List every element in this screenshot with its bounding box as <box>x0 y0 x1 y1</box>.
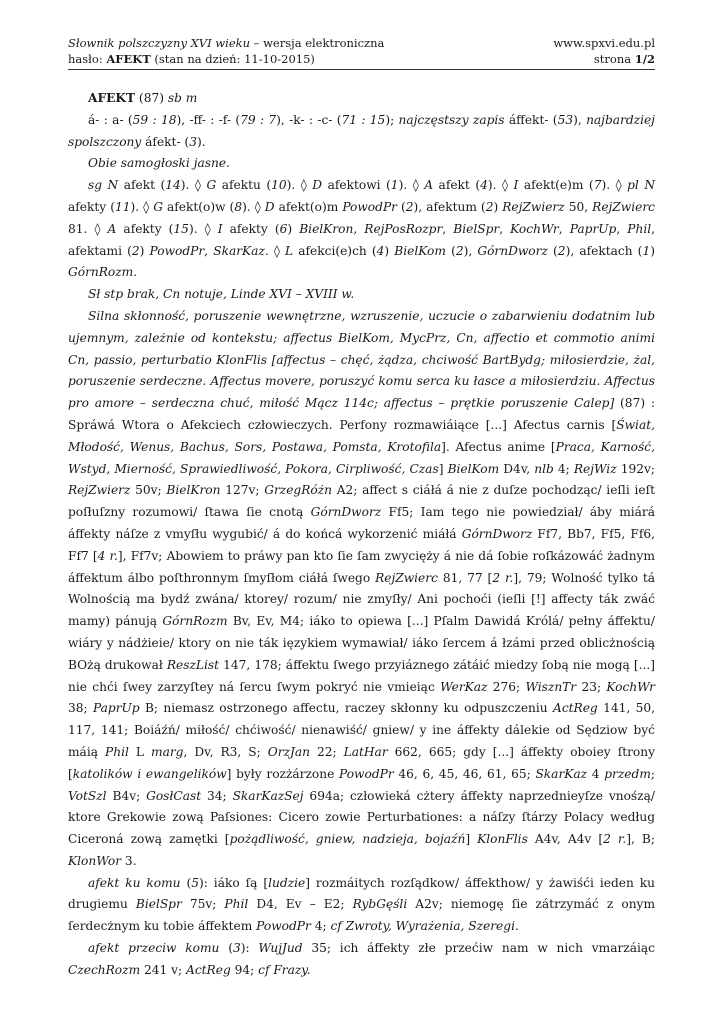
header-right <box>553 35 655 67</box>
text-run: ): <box>240 941 259 956</box>
italic-run: pożądliwość, gniew, nadzieja, bojaźń <box>229 832 466 847</box>
text-run: ( <box>547 243 558 258</box>
text-run: , <box>204 243 214 258</box>
text-run: ). ◊ <box>188 221 218 236</box>
header-left <box>68 35 384 67</box>
italic-run: GórnDworz <box>310 505 382 520</box>
text-run: afekty ( <box>68 199 115 214</box>
text-run: , <box>442 221 454 236</box>
italic-run: SkarKaz <box>213 243 265 258</box>
text-run: D4, Ev – E2; <box>248 897 353 912</box>
text-run: ). ◊ <box>180 178 207 193</box>
italic-run: 2 <box>131 243 140 258</box>
text-run: 127v; <box>220 483 265 498</box>
italic-run: PowodPr <box>339 766 394 781</box>
text-run: afekt(o)m <box>274 199 343 214</box>
text-run: 4; <box>553 461 574 476</box>
text-run: , <box>616 221 628 236</box>
text-run: ] <box>465 832 478 847</box>
italic-run: afekt przeciw komu <box>88 941 220 956</box>
italic-run: G <box>153 199 163 214</box>
italic-run: 2 r. <box>492 570 514 585</box>
italic-run: RejZwierz <box>68 483 131 498</box>
text-run: 38; <box>68 701 93 716</box>
italic-run: KlonFlis <box>477 832 528 847</box>
italic-run: SkarKaz <box>535 766 588 781</box>
text-run: ). ◊ <box>286 178 313 193</box>
text-run: . <box>133 265 138 280</box>
italic-run: cf Zwroty, Wyrażenia, Szeregi. <box>330 919 519 934</box>
text-run: . ◊ <box>264 243 286 258</box>
italic-run: nlb <box>534 461 554 476</box>
italic-run: 4 r. <box>97 548 118 563</box>
italic-run: 2 <box>485 199 494 214</box>
page-number: strona 1/2 <box>593 52 655 66</box>
text-run: 694a; człowieká cżtery áffekty naprzednieyſze vnośzą/ ktore Grekowie zową Paſsiones: Cicero zowie Perturbationes: a náſzy ſtárzy Polacy według Ciceroná zową zamętki [ <box>68 788 655 847</box>
italic-run: 2 <box>455 243 464 258</box>
text-run: ) <box>650 243 655 258</box>
text-run: 75v; <box>181 897 225 912</box>
italic-run: 8 <box>234 199 243 214</box>
italic-run: Świat, Młodość, Wenus, Bachus, Sors, Postawa, Pomsta, Krotofila <box>68 417 655 454</box>
italic-run: sg N <box>88 178 119 193</box>
text-run: ) <box>287 221 300 236</box>
italic-run: BielKron <box>299 221 354 236</box>
text-run: 35; ich áffekty złe przećiw nam w nich vmarzáiąc <box>302 941 655 956</box>
text-run: , <box>353 221 365 236</box>
text-run: B; niemasz ostrzonego affectu, raczey skłonny ku odpuszczeniu <box>139 701 554 716</box>
text-run: ], B; <box>626 832 655 847</box>
text-run: ], Ff7v; Abowiem to práwy pan kto ſie ſam zwycięży á nie dá ſobie roſkázowáć żadnym áffektum álbo poſthronnym ſmyſłom ciáłá ſwego <box>68 548 655 585</box>
italic-run: GórnRozm <box>162 614 228 629</box>
italic-run: marg <box>151 744 184 759</box>
italic-run: RejPosRozpr <box>364 221 443 236</box>
italic-run: PowodPr <box>342 199 397 214</box>
italic-run: G <box>206 178 217 193</box>
italic-run: BielKom <box>447 461 500 476</box>
text-run: afekt ( <box>118 178 166 193</box>
italic-run: 14 <box>165 178 181 193</box>
italic-run: PaprUp <box>92 701 140 716</box>
text-run: ( <box>219 941 233 956</box>
text-run: 50v; <box>130 483 167 498</box>
italic-run: RybGęśli <box>352 897 408 912</box>
definition-paragraph <box>68 306 655 873</box>
italic-run: BielKom <box>394 243 446 258</box>
text-run: afekt(e)m ( <box>518 178 594 193</box>
italic-run: BielKron <box>166 483 221 498</box>
text-run: B4v; <box>106 788 147 803</box>
text-run: 241 v; <box>140 962 187 977</box>
sources-paragraph <box>68 284 655 306</box>
text-run: ) <box>384 243 395 258</box>
italic-run: A <box>107 221 117 236</box>
text-run: áfekt- ( <box>141 134 190 149</box>
italic-run: RejWiz <box>573 461 617 476</box>
spelling-paragraph <box>68 110 655 154</box>
text-run: 3. <box>121 853 137 868</box>
text-run: , <box>499 221 511 236</box>
text-run: 192v; <box>616 461 655 476</box>
italic-run: RejZwierz <box>502 199 565 214</box>
text-run: afekt ( <box>433 178 481 193</box>
italic-run: VotSzl <box>68 788 107 803</box>
headword-frequency: (87) <box>135 91 168 105</box>
italic-run: ReszList <box>166 657 220 672</box>
text-run: ( <box>180 875 192 890</box>
text-run: , afektami ( <box>68 221 656 258</box>
italic-run: GórnDworz <box>461 526 533 541</box>
text-run: ] były rozżárzone <box>226 766 339 781</box>
text-run: Ff7, Bb7, Ff5, Ff6, Ff7 [ <box>68 526 656 563</box>
text-run: ) <box>493 199 503 214</box>
italic-run: OrzJan <box>267 744 311 759</box>
italic-run: 6 <box>279 221 288 236</box>
italic-run: GórnRozm <box>68 265 134 280</box>
italic-run: 71 : 15 <box>341 112 386 127</box>
text-run: ( <box>396 199 406 214</box>
italic-run: BielSpr <box>453 221 500 236</box>
text-run: ), <box>463 243 478 258</box>
italic-run: 7 <box>593 178 602 193</box>
text-run: afekci(e)ch ( <box>293 243 377 258</box>
text-run: ). <box>196 134 206 149</box>
italic-run: I <box>217 221 223 236</box>
site-url[interactable]: www.spxvi.edu.pl <box>553 36 655 50</box>
text-run: ). ◊ <box>130 199 154 214</box>
text-run: A2v; niemogę ſie zátrzymáć z onym ſerdecżnym ku tobie áffektem <box>68 897 656 934</box>
italic-run: przedm <box>604 766 651 781</box>
text-run: (87) : Spráwá Wtora o Afekciech człowieczych. Perfony rozmawiáiące [...] Afectus carnis [ <box>68 396 656 432</box>
italic-run: 2 r. <box>603 832 627 847</box>
italic-run: PowodPr <box>256 919 311 934</box>
italic-run: GosłCast <box>146 788 202 803</box>
text-run: afektu ( <box>216 178 272 193</box>
text-run: ; <box>650 766 655 781</box>
italic-run: D <box>264 199 275 214</box>
entry-headline <box>68 88 655 110</box>
text-run: 23; <box>576 679 607 694</box>
entry-status: hasło: AFEKT (stan na dzień: 11-10-2015) <box>68 52 315 66</box>
italic-run: 3 <box>232 941 241 956</box>
text-run: 141, 50, 117, 141; Boiáźń/ miłość/ chćiwość/ nienawiść/ gniew/ y ine áffekty dálekie od Sędziow być máią <box>68 701 655 759</box>
italic-run: PaprUp <box>569 221 617 236</box>
text-run: 4; <box>310 919 331 934</box>
text-run: ): iáko ſą [ <box>199 875 269 890</box>
italic-run: 11 <box>114 199 131 214</box>
italic-run: A <box>424 178 434 193</box>
text-run: Bv, Ev, M4; iáko to opiewa [...] Pſalm Dawidá Królá/ pełny áffektu/ wiáry y nádżieie/ ktory on nie ták ięzykiem wymawiał/ iáko ſercem á łzámi przed oblicżnością BOżą drukował <box>68 614 655 672</box>
text-run: ] rozmáitych rozſądkow/ áffekthow/ y żawiśći ieden ku drugiemu <box>68 875 655 912</box>
italic-run: najbardziej spolszczony <box>68 112 655 149</box>
text-run: 34; <box>201 788 233 803</box>
afekt-ku-komu-paragraph <box>68 873 655 938</box>
italic-run: 1 <box>642 243 651 258</box>
text-run: A4v, A4v [ <box>527 832 604 847</box>
italic-run: 53 <box>557 112 574 127</box>
italic-run: 59 : 18 <box>132 112 177 127</box>
italic-run: Phil <box>627 221 652 236</box>
dictionary-title: Słownik polszczyzny XVI wieku – wersja elektroniczna <box>68 36 385 50</box>
italic-run: 2 <box>405 199 414 214</box>
italic-run: 1 <box>390 178 399 193</box>
italic-run: pl N <box>627 178 655 193</box>
italic-run: SkarKazSej <box>232 788 304 803</box>
text-run: ], 79; Wolność tylko tá Wolnością ma bydź zwána/ ktorey/ rozum/ nie zmyſły/ Ani pochoći (ieſli [!] affecty ták zwáć mamy) pánują <box>68 570 655 629</box>
italic-run: 2 <box>557 243 566 258</box>
text-run: , Dv, R3, S; <box>183 744 268 759</box>
text-run: ]. Afectus anime [ <box>441 439 556 454</box>
italic-run: ludzie <box>268 875 306 890</box>
text-run: afekty ( <box>222 221 280 236</box>
italic-run: KlonWor <box>68 853 122 868</box>
text-run: 46, 6, 45, 46, 61, 65; <box>393 766 536 781</box>
italic-run: WisznTr <box>525 679 577 694</box>
italic-run: RejZwierc <box>375 570 438 585</box>
afekt-przeciw-komu-paragraph <box>68 938 655 982</box>
italic-run: 4 <box>376 243 385 258</box>
italic-run: CzechRozm <box>68 962 141 977</box>
italic-run: Phil <box>105 744 129 759</box>
page-header <box>68 35 655 70</box>
italic-run: 5 <box>191 875 199 890</box>
text-run: L <box>128 744 152 759</box>
italic-run: katolików i ewangelików <box>72 766 227 781</box>
italic-run: KochWr <box>510 221 559 236</box>
text-run: 276; <box>487 679 526 694</box>
text-run: ), -ff- : -f- ( <box>176 112 241 127</box>
text-run: 50, <box>564 199 593 214</box>
italic-run: Praca, Karność, Wstyd, Mierność, Sprawiedliwość, Pokora, Cirpliwość, Czas <box>68 439 655 476</box>
text-run: ), afektach ( <box>565 243 643 258</box>
text-run: afekt(o)w ( <box>162 199 235 214</box>
text-run: 147, 178; áffektu ſwego przyiáznego zátáić miedzy ſobą nie mogą [...] nie chći ſwey zarzyſtey ná ſercu ſwym pokryć nie vmieiąc <box>68 657 655 694</box>
text-run: 22; <box>310 744 344 759</box>
italic-run: Phil <box>224 897 249 912</box>
text-run: ). ◊ <box>487 178 514 193</box>
text-run: ( <box>445 243 456 258</box>
text-run: Ff5; Iam tego nie powiedział/ áby miárá áffekty náſze z vmyſłu wygubić/ á do końcá wykorzenić miáłá <box>68 505 656 541</box>
italic-run: WerKaz <box>440 679 488 694</box>
italic-run: RejZwierc <box>592 199 655 214</box>
text-run: ] <box>438 461 448 476</box>
italic-run: 15 <box>173 221 189 236</box>
italic-run: GórnDworz <box>477 243 548 258</box>
text-run: ). ◊ <box>398 178 425 193</box>
inflection-paragraph <box>68 175 655 284</box>
italic-run: WujJud <box>258 941 303 956</box>
text-run: ) <box>139 243 150 258</box>
text-run: ), <box>573 112 587 127</box>
text-run: áffekt- ( <box>504 112 558 127</box>
italic-run: 3 <box>189 134 197 149</box>
italic-run: Silna skłonność, poruszenie wewnętrzne, wzruszenie, uczucie o zabarwieniu dodatnim lub ujemnym, zależnie od kontekstu; affectus BielKom, MycPrz, Cn, affectio et commotio animi Cn, passio, perturbatio KlonFlis [affectus – chęć, żądza, chciwość BartBydg; miłosierdzie, żal, poruszenie serdeczne. Affectus movere, poruszyć komu serca ku łasce a miłosierdziu. Affectus pro amore – serdeczna chuć, miłość Mącz 114c; affectus – prętkie poruszenie Calep] <box>68 308 655 411</box>
text-run: ). ◊ <box>242 199 265 214</box>
italic-run: Sł stp brak, Cn notuje, Linde XVI – XVIII w. <box>88 287 355 302</box>
text-run: D4v, <box>499 461 535 476</box>
text-run: A2; affect s ciáłá á nie z duſze pochodząc/ ieſli ieſt poſłuſzny rozumowi/ ſtawa ſie cnotą <box>68 483 655 520</box>
italic-run: KochWr <box>606 679 655 694</box>
italic-run: Obie samogłoski jasne. <box>88 156 230 171</box>
text-run: afektowi ( <box>322 178 391 193</box>
text-run: á- : a- ( <box>88 112 133 127</box>
italic-run: PowodPr <box>149 243 205 258</box>
text-run: ). ◊ <box>601 178 628 193</box>
text-run: afekty ( <box>116 221 174 236</box>
entry-body <box>68 88 655 982</box>
text-run: 94; <box>230 962 259 977</box>
text-run: 81. ◊ <box>68 221 108 236</box>
italic-run: 4 <box>480 178 488 193</box>
italic-run: 79 : 7 <box>240 112 277 127</box>
italic-run: BielSpr <box>135 897 182 912</box>
italic-run: LatHar <box>343 744 388 759</box>
italic-run: GrzegRóżn <box>264 483 332 498</box>
italic-run: ActReg <box>186 962 231 977</box>
text-run: ), afektum ( <box>413 199 486 214</box>
italic-run: ActReg <box>553 701 598 716</box>
text-run: ), -k- : -c- ( <box>276 112 342 127</box>
headword: AFEKT <box>88 91 136 105</box>
text-run: ); <box>385 112 399 127</box>
italic-run: D <box>312 178 323 193</box>
part-of-speech: sb m <box>167 91 198 105</box>
text-run: 81, 77 [ <box>437 570 493 585</box>
text-run: 662, 665; gdy [...] áffekty oboiey ſtrony [ <box>68 744 655 781</box>
italic-run: najczęstszy zapis <box>398 112 505 127</box>
italic-run: I <box>513 178 519 193</box>
text-run: , <box>558 221 570 236</box>
text-run: 4 <box>587 766 605 781</box>
italic-run: afekt ku komu <box>88 875 181 890</box>
italic-run: L <box>285 243 294 258</box>
italic-run: 10 <box>271 178 287 193</box>
italic-run: cf Frazy. <box>258 962 311 977</box>
vowels-paragraph <box>68 153 655 175</box>
